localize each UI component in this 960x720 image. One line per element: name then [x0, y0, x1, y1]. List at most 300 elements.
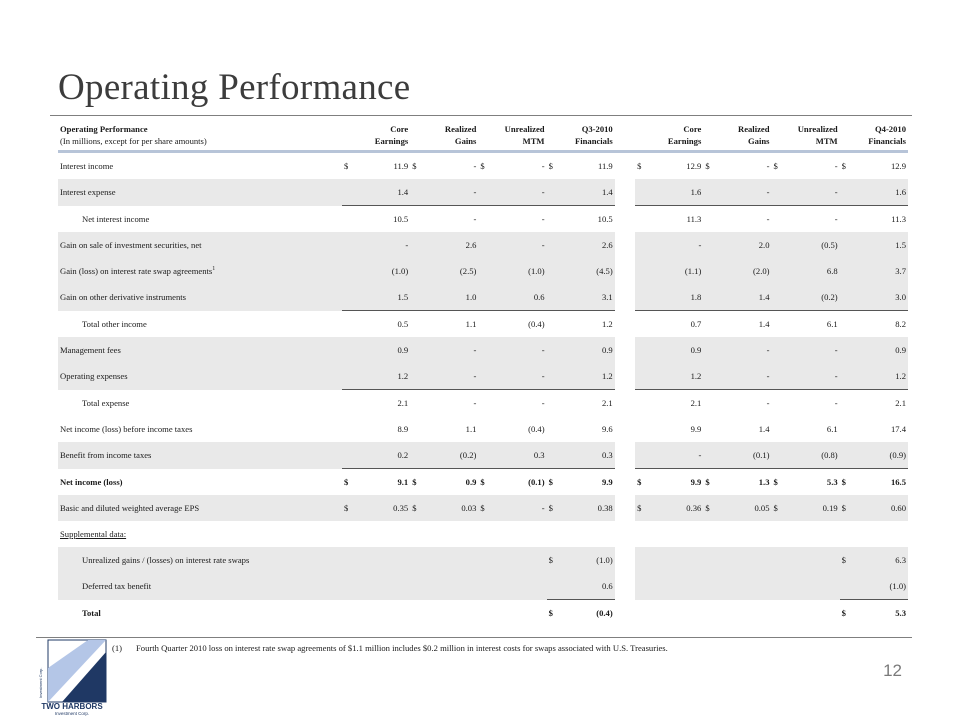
currency-symbol [547, 416, 565, 442]
value-cell: 12.9 [686, 161, 702, 171]
value-cell: 12.9 [890, 161, 906, 171]
currency-symbol [772, 547, 790, 573]
value-cell: 0.9 [465, 477, 477, 487]
currency-symbol [703, 442, 721, 469]
table-row [58, 390, 908, 417]
currency-symbol [840, 179, 858, 206]
column-spacer [615, 179, 635, 206]
currency-symbol: $ [840, 495, 858, 521]
currency-symbol [635, 547, 653, 573]
currency-symbol [547, 573, 565, 600]
row-label-text: Total other income [82, 318, 147, 329]
value-cell [653, 521, 703, 547]
currency-symbol [840, 206, 858, 233]
currency-symbol: $ [480, 477, 485, 487]
footnote-marker: (1) [112, 643, 123, 653]
currency-symbol [840, 311, 858, 338]
value-cell [653, 547, 703, 573]
value-cell: 1.2 [858, 363, 908, 390]
currency-symbol [772, 179, 790, 206]
value-cell: 9.1 [397, 477, 409, 487]
value-cell: 0.9 [858, 337, 908, 363]
currency-symbol [703, 311, 721, 338]
value-cell: 1.6 [653, 179, 703, 206]
value-cell: - [497, 179, 547, 206]
currency-symbol [840, 284, 858, 311]
value-cell: (0.9) [858, 442, 908, 469]
currency-symbol: $ [703, 495, 721, 521]
header-label: Operating Performance [60, 124, 148, 134]
value-cell: (4.5) [565, 258, 615, 284]
column-header: Earnings [635, 136, 703, 152]
currency-symbol [840, 232, 858, 258]
value-cell: - [497, 337, 547, 363]
footnote-ref: 1 [212, 266, 216, 273]
value-cell: (0.4) [596, 608, 613, 618]
row-label-text: Total [82, 607, 101, 618]
currency-symbol [410, 337, 428, 363]
value-cell [497, 547, 547, 573]
logo-subtitle: Investment Corp. [54, 711, 90, 716]
table-row [58, 337, 908, 363]
value-cell: - [473, 398, 477, 408]
currency-symbol: $ [840, 547, 858, 573]
value-cell: 11.9 [597, 161, 613, 171]
table-row [58, 258, 908, 284]
currency-symbol [635, 600, 653, 627]
currency-symbol: $ [412, 477, 417, 487]
currency-symbol [635, 390, 653, 417]
value-cell: - [766, 214, 770, 224]
currency-symbol: $ [548, 608, 553, 618]
value-cell: 2.1 [895, 398, 906, 408]
value-cell: - [834, 161, 838, 171]
value-cell: 2.1 [601, 398, 613, 408]
currency-symbol: $ [548, 161, 553, 171]
row-label-text: Net income (loss) before income taxes [60, 424, 193, 434]
row-label-text: Gain (loss) on interest rate swap agreements [60, 266, 213, 276]
currency-symbol [772, 416, 790, 442]
table-header-row-2 [58, 136, 908, 152]
value-cell: 0.5 [397, 319, 409, 329]
value-cell [722, 547, 772, 573]
value-cell: (0.4) [528, 319, 545, 329]
column-spacer [615, 284, 635, 311]
column-spacer [615, 573, 635, 600]
value-cell: - [428, 179, 478, 206]
table-body [58, 152, 908, 627]
value-cell: - [541, 398, 545, 408]
value-cell: 6.8 [790, 258, 840, 284]
table-row [58, 469, 908, 496]
currency-symbol [772, 390, 790, 417]
currency-symbol: $ [773, 161, 778, 171]
column-spacer [615, 363, 635, 390]
row-label [58, 258, 342, 284]
value-cell [653, 573, 703, 600]
currency-symbol [772, 363, 790, 390]
row-label-text: Benefit from income taxes [60, 450, 152, 461]
currency-symbol: $ [841, 608, 846, 618]
column-header: MTM [478, 136, 546, 152]
value-cell: 0.3 [565, 442, 615, 469]
row-label [58, 390, 342, 417]
currency-symbol: $ [841, 477, 846, 487]
column-spacer [615, 152, 635, 180]
value-cell [790, 573, 840, 600]
currency-symbol [410, 232, 428, 258]
currency-symbol: $ [410, 495, 428, 521]
currency-symbol [478, 232, 496, 258]
currency-symbol [478, 284, 496, 311]
column-header: Q4-2010 [874, 124, 906, 134]
page-title: Operating Performance [58, 67, 411, 108]
row-label-text: Gain on sale of investment securities, net [60, 240, 202, 250]
currency-symbol [342, 416, 360, 442]
currency-symbol [840, 363, 858, 390]
row-label [58, 416, 342, 442]
currency-symbol [840, 390, 858, 417]
currency-symbol [410, 442, 428, 469]
row-label [58, 469, 342, 496]
currency-symbol [478, 179, 496, 206]
currency-symbol [342, 337, 360, 363]
row-label-text: Interest income [60, 161, 114, 171]
value-cell: (0.8) [790, 442, 840, 469]
currency-symbol [703, 363, 721, 390]
table-row [58, 232, 908, 258]
value-cell: 1.6 [858, 179, 908, 206]
value-cell: 0.60 [858, 495, 908, 521]
value-cell: 1.0 [428, 284, 478, 311]
currency-symbol [478, 206, 496, 233]
currency-symbol [342, 573, 360, 600]
currency-symbol [772, 206, 790, 233]
value-cell: (2.5) [428, 258, 478, 284]
column-spacer [615, 600, 635, 627]
value-cell: 1.5 [858, 232, 908, 258]
currency-symbol [840, 442, 858, 469]
column-spacer [615, 206, 635, 233]
currency-symbol: $ [773, 477, 778, 487]
row-label [58, 232, 342, 258]
value-cell: 2.6 [428, 232, 478, 258]
currency-symbol [342, 521, 360, 547]
value-cell: - [790, 337, 840, 363]
value-cell: 8.9 [397, 424, 409, 434]
currency-symbol [772, 600, 790, 627]
currency-symbol [635, 363, 653, 390]
currency-symbol [635, 206, 653, 233]
value-cell: - [790, 179, 840, 206]
currency-symbol [635, 284, 653, 311]
currency-symbol [703, 206, 721, 233]
value-cell: 10.5 [597, 214, 613, 224]
value-cell: 0.2 [360, 442, 410, 469]
value-cell [428, 521, 478, 547]
currency-symbol [840, 258, 858, 284]
row-label-text: Operating expenses [60, 371, 128, 382]
table-row [58, 363, 908, 390]
value-cell [722, 573, 772, 600]
column-header: Gains [410, 136, 478, 152]
currency-symbol [703, 390, 721, 417]
currency-symbol: $ [637, 161, 642, 171]
value-cell: 2.1 [397, 398, 409, 408]
value-cell: 17.4 [890, 424, 906, 434]
currency-symbol [342, 232, 360, 258]
column-spacer [615, 521, 635, 547]
value-cell: 16.5 [890, 477, 906, 487]
value-cell: 9.9 [690, 424, 702, 434]
currency-symbol [840, 337, 858, 363]
table-row [58, 152, 908, 180]
currency-symbol [840, 521, 858, 547]
value-cell: 3.0 [858, 284, 908, 311]
column-header: Financials [840, 136, 908, 152]
row-label-text: Net interest income [82, 213, 150, 224]
value-cell [360, 600, 410, 627]
value-cell [565, 521, 615, 547]
value-cell: - [473, 161, 477, 171]
value-cell: 11.9 [393, 161, 409, 171]
column-header: MTM [772, 136, 840, 152]
row-label [58, 284, 342, 311]
column-spacer [615, 337, 635, 363]
currency-symbol [410, 206, 428, 233]
currency-symbol [478, 416, 496, 442]
currency-symbol [478, 547, 496, 573]
value-cell: 0.19 [790, 495, 840, 521]
table-row [58, 416, 908, 442]
value-cell: 1.5 [360, 284, 410, 311]
value-cell: 3.7 [858, 258, 908, 284]
value-cell: 1.2 [653, 363, 703, 390]
value-cell: (0.4) [528, 424, 545, 434]
currency-symbol [547, 337, 565, 363]
operating-performance-table [58, 122, 908, 626]
value-cell: 9.9 [690, 477, 702, 487]
value-cell: 0.3 [497, 442, 547, 469]
currency-symbol [478, 363, 496, 390]
row-label-text: Net income (loss) [60, 476, 123, 487]
value-cell [722, 600, 772, 627]
value-cell: 6.3 [858, 547, 908, 573]
currency-symbol [772, 311, 790, 338]
currency-symbol [478, 337, 496, 363]
value-cell: - [834, 398, 838, 408]
value-cell: 0.9 [653, 337, 703, 363]
currency-symbol [410, 416, 428, 442]
table-row [58, 573, 908, 600]
value-cell [722, 521, 772, 547]
currency-symbol [342, 179, 360, 206]
value-cell: 1.8 [653, 284, 703, 311]
row-label-text: Supplemental data: [60, 529, 127, 539]
value-cell [428, 600, 478, 627]
value-cell: 2.6 [565, 232, 615, 258]
currency-symbol [478, 390, 496, 417]
column-header: Core [683, 124, 702, 134]
currency-symbol [410, 600, 428, 627]
row-label [58, 152, 342, 180]
currency-symbol [342, 258, 360, 284]
value-cell [428, 547, 478, 573]
value-cell: 5.3 [826, 477, 838, 487]
currency-symbol [547, 284, 565, 311]
value-cell [360, 573, 410, 600]
currency-symbol [342, 442, 360, 469]
value-cell: - [541, 214, 545, 224]
currency-symbol [703, 337, 721, 363]
value-cell [428, 573, 478, 600]
currency-symbol: $ [637, 477, 642, 487]
currency-symbol: $ [412, 161, 417, 171]
currency-symbol [635, 179, 653, 206]
value-cell [858, 521, 908, 547]
currency-symbol [547, 390, 565, 417]
column-spacer [615, 390, 635, 417]
column-spacer [615, 311, 635, 338]
value-cell: - [766, 398, 770, 408]
column-header: Realized [737, 124, 770, 134]
currency-symbol: $ [344, 477, 349, 487]
value-cell: - [790, 363, 840, 390]
column-header: Earnings [342, 136, 410, 152]
value-cell: 11.3 [891, 214, 906, 224]
row-label [58, 495, 342, 521]
currency-symbol: $ [772, 495, 790, 521]
value-cell: (1.0) [497, 258, 547, 284]
value-cell: (1.0) [565, 547, 615, 573]
value-cell: - [497, 495, 547, 521]
currency-symbol [772, 521, 790, 547]
currency-symbol [547, 232, 565, 258]
row-label [58, 179, 342, 206]
currency-symbol [840, 416, 858, 442]
currency-symbol: $ [480, 161, 485, 171]
value-cell: 0.36 [653, 495, 703, 521]
value-cell [497, 521, 547, 547]
column-header: Unrealized [504, 124, 545, 134]
value-cell [790, 600, 840, 627]
value-cell: 6.1 [826, 319, 838, 329]
currency-symbol [410, 573, 428, 600]
table-row [58, 547, 908, 573]
currency-symbol [635, 232, 653, 258]
value-cell: 0.7 [690, 319, 702, 329]
value-cell: - [497, 232, 547, 258]
header-spacer [615, 122, 635, 136]
value-cell: 0.9 [360, 337, 410, 363]
currency-symbol [703, 284, 721, 311]
currency-symbol [410, 179, 428, 206]
logo-vertical-text: Investment Corp. [38, 667, 43, 698]
currency-symbol [342, 206, 360, 233]
footnote-text: Fourth Quarter 2010 loss on interest rate swap agreements of $1.1 million includes $0.2 million in interest costs for swaps associated with U.S. Treasuries. [136, 643, 668, 653]
row-label-text: Deferred tax benefit [82, 581, 152, 592]
currency-symbol [410, 390, 428, 417]
currency-symbol: $ [344, 161, 349, 171]
value-cell: (1.0) [360, 258, 410, 284]
column-header: Q3-2010 [581, 124, 613, 134]
currency-symbol [772, 573, 790, 600]
row-label-text: Interest expense [60, 187, 116, 198]
column-spacer [615, 547, 635, 573]
value-cell: - [722, 363, 772, 390]
currency-symbol [342, 390, 360, 417]
value-cell: - [653, 232, 703, 258]
currency-symbol [410, 363, 428, 390]
value-cell: (0.1) [528, 477, 545, 487]
row-label-text: Total expense [82, 397, 130, 408]
value-cell [790, 521, 840, 547]
currency-symbol [840, 573, 858, 600]
currency-symbol [772, 442, 790, 469]
column-header: Realized [444, 124, 477, 134]
currency-symbol [547, 258, 565, 284]
value-cell: - [653, 442, 703, 469]
currency-symbol [635, 416, 653, 442]
currency-symbol [342, 600, 360, 627]
currency-symbol [410, 284, 428, 311]
value-cell: - [497, 363, 547, 390]
currency-symbol [342, 363, 360, 390]
currency-symbol [547, 442, 565, 469]
currency-symbol: $ [705, 161, 710, 171]
value-cell: 5.3 [895, 608, 906, 618]
currency-symbol [772, 337, 790, 363]
value-cell: 0.05 [722, 495, 772, 521]
column-spacer [615, 442, 635, 469]
currency-symbol [635, 442, 653, 469]
currency-symbol [547, 206, 565, 233]
value-cell: (0.2) [790, 284, 840, 311]
value-cell: 9.9 [601, 477, 613, 487]
currency-symbol: $ [478, 495, 496, 521]
currency-symbol [410, 547, 428, 573]
currency-symbol: $ [841, 161, 846, 171]
value-cell: (0.5) [790, 232, 840, 258]
currency-symbol [478, 521, 496, 547]
value-cell: - [722, 337, 772, 363]
currency-symbol [342, 547, 360, 573]
table-header-row-1 [58, 122, 908, 136]
currency-symbol [772, 258, 790, 284]
currency-symbol [703, 179, 721, 206]
currency-symbol [703, 547, 721, 573]
currency-symbol [703, 258, 721, 284]
value-cell: 1.2 [360, 363, 410, 390]
table-row [58, 442, 908, 469]
value-cell: - [473, 214, 477, 224]
value-cell: 1.4 [722, 284, 772, 311]
column-spacer [615, 416, 635, 442]
row-label [58, 600, 342, 627]
table-row [58, 311, 908, 338]
header-spacer [615, 136, 635, 152]
currency-symbol [547, 363, 565, 390]
value-cell: (0.2) [428, 442, 478, 469]
currency-symbol [703, 232, 721, 258]
currency-symbol: $ [635, 495, 653, 521]
value-cell: 1.1 [465, 319, 477, 329]
currency-symbol [478, 311, 496, 338]
value-cell: - [834, 214, 838, 224]
table-row [58, 600, 908, 627]
table-row [58, 521, 908, 547]
currency-symbol [635, 337, 653, 363]
